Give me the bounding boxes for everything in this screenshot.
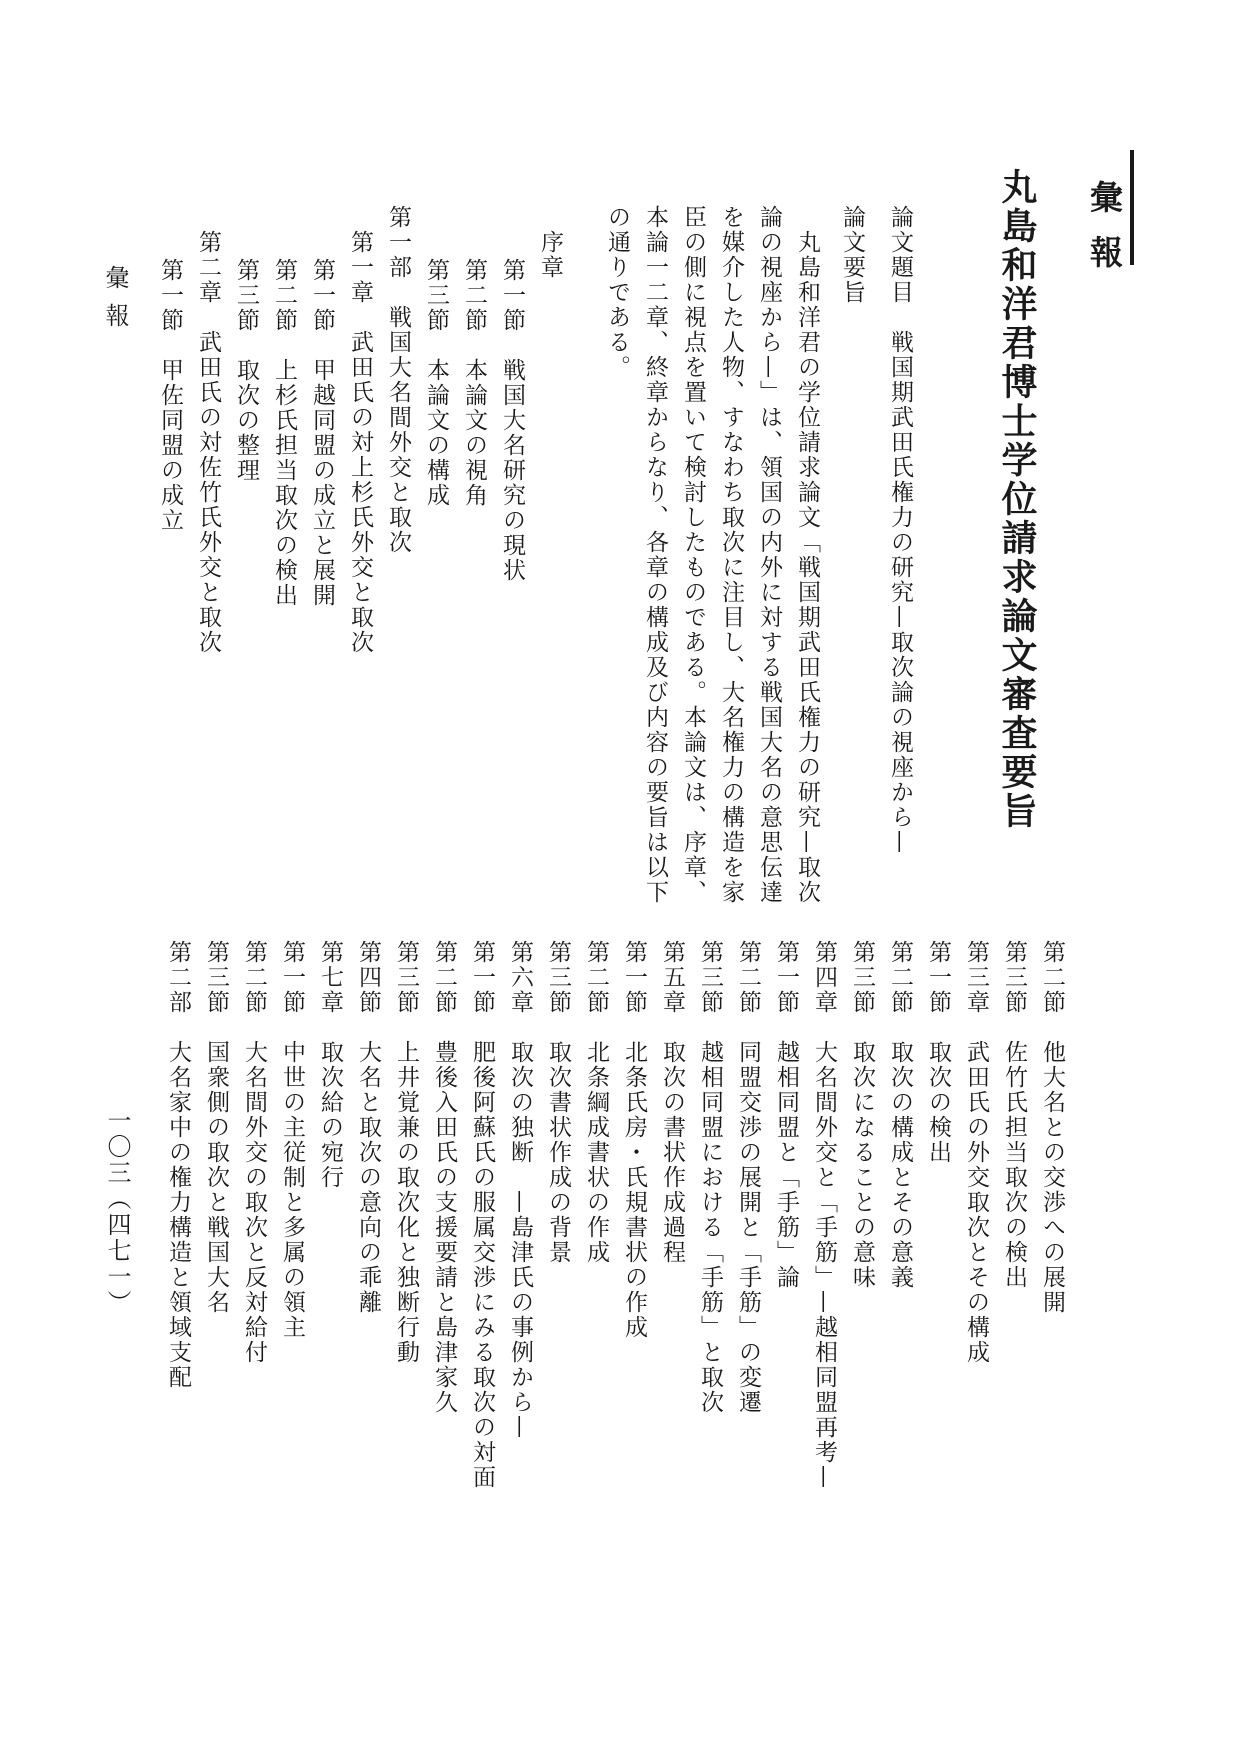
toc-item: 第二節 上杉氏担当取次の検出	[271, 258, 297, 608]
toc-item: 第二節 本論文の視角	[461, 258, 487, 508]
toc-item: 第三章 武田氏の外交取次とその構成	[963, 940, 989, 1365]
toc-item: 第二章 武田氏の対佐竹氏外交と取次	[195, 230, 221, 655]
toc-item: 第三節 上井覚兼の取次化と独断行動	[393, 940, 419, 1365]
toc-item: 第四章 大名間外交と「手筋」—越相同盟再考—	[811, 940, 837, 1490]
toc-item: 第一節 中世の主従制と多属の領主	[279, 940, 305, 1340]
toc-item: 第二節 豊後入田氏の支援要請と島津家久	[431, 940, 457, 1415]
toc-item: 第一節 甲越同盟の成立と展開	[309, 258, 335, 608]
running-head: 彙報	[101, 265, 129, 341]
toc-item: 第三節 本論文の構成	[423, 258, 449, 508]
toc-item: 第二節 大名間外交の取次と反対給付	[241, 940, 267, 1365]
toc-item: 第一部 戦国大名間外交と取次	[385, 205, 411, 555]
toc-item: 第五章 取次の書状作成過程	[659, 940, 685, 1265]
toc-item: 第一節 取次の検出	[925, 940, 951, 1165]
toc-item: 序章	[537, 230, 563, 280]
summary-line: の通りである。	[604, 205, 630, 380]
toc-item: 第二節 北条綱成書状の作成	[583, 940, 609, 1265]
toc-item: 第二節 同盟交渉の展開と「手筋」の変遷	[735, 940, 761, 1415]
toc-item: 第七章 取次給の宛行	[317, 940, 343, 1190]
header-rule	[1130, 150, 1134, 265]
summary-line: 丸島和洋君の学位請求論文「戦国期武田氏権力の研究—取次	[794, 205, 820, 905]
toc-item: 第一節 肥後阿蘇氏の服属交渉にみる取次の対面	[469, 940, 495, 1490]
toc-item: 第一節 北条氏房・氏規書状の作成	[621, 940, 647, 1340]
toc-item: 第二節 取次の構成とその意義	[887, 940, 913, 1290]
toc-item: 第三節 取次になることの意味	[849, 940, 875, 1290]
toc-item: 第一節 越相同盟と「手筋」論	[773, 940, 799, 1290]
toc-item: 第三節 佐竹氏担当取次の検出	[1001, 940, 1027, 1290]
toc-item: 第三節 取次書状作成の背景	[545, 940, 571, 1265]
section-label: 彙報	[1085, 180, 1124, 290]
page-title: 丸島和洋君博士学位請求論文審査要旨	[996, 168, 1038, 831]
thesis-subject: 論文題目 戦国期武田氏権力の研究—取次論の視座から—	[887, 205, 913, 855]
toc-item: 第一節 甲佐同盟の成立	[157, 258, 183, 533]
toc-item: 第一章 武田氏の対上杉氏外交と取次	[347, 230, 373, 655]
toc-item: 第二部 大名家中の権力構造と領域支配	[165, 940, 191, 1390]
toc-item: 第三節 国衆側の取次と戦国大名	[203, 940, 229, 1315]
summary-line: 本論一二章、終章からなり、各章の構成及び内容の要旨は以下	[642, 205, 668, 905]
toc-item: 第四節 大名と取次の意向の乖離	[355, 940, 381, 1315]
toc-item: 第六章 取次の独断 —島津氏の事例から—	[507, 940, 533, 1440]
toc-item: 第一節 戦国大名研究の現状	[499, 258, 525, 583]
toc-item: 第三節 取次の整理	[233, 258, 259, 483]
summary-line: 論の視座から—」は、領国の内外に対する戦国大名の意思伝達	[756, 205, 782, 905]
summary-line: 臣の側に視点を置いて検討したものである。本論文は、序章、	[680, 205, 706, 905]
summary-heading: 論文要旨	[839, 205, 865, 305]
toc-item: 第二節 他大名との交渉への展開	[1039, 940, 1065, 1315]
toc-item: 第三節 越相同盟における「手筋」と取次	[697, 940, 723, 1415]
summary-line: を媒介した人物、すなわち取次に注目し、大名権力の構造を家	[718, 205, 744, 905]
page-number: 一〇三（四七一）	[103, 1108, 131, 1316]
